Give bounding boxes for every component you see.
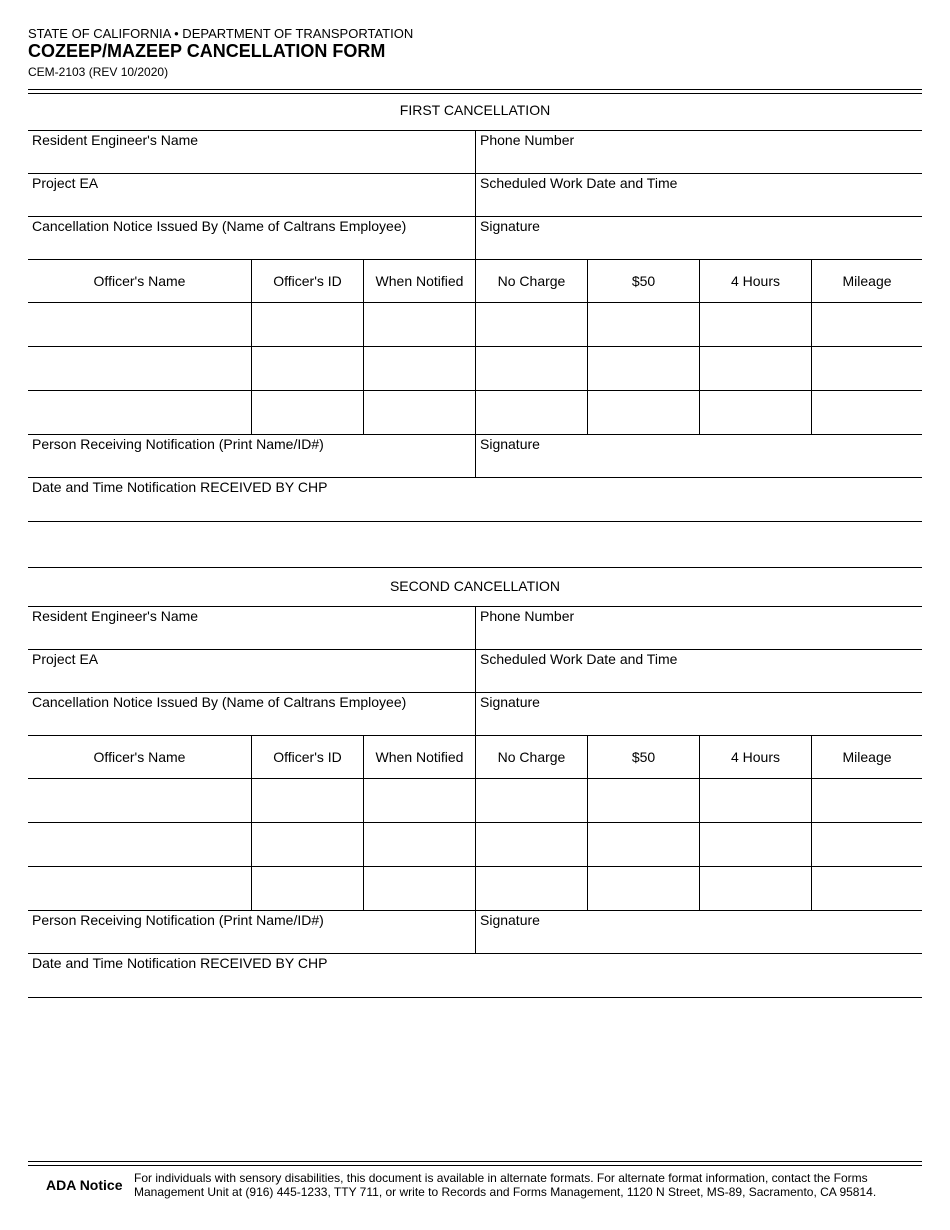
column-header-label: When Notified <box>375 749 464 765</box>
phone-number-field[interactable] <box>475 607 922 650</box>
officer-table-cell[interactable] <box>587 391 699 435</box>
officer-table-cell[interactable] <box>475 391 587 435</box>
resident-engineer-field-label: Resident Engineer's Name <box>32 132 199 148</box>
column-header-label: Officer's ID <box>273 749 342 765</box>
ada-notice-label: ADA Notice <box>46 1177 123 1193</box>
officer-table-cell[interactable] <box>251 303 363 347</box>
signature-field[interactable] <box>475 693 922 736</box>
officer-table-cell[interactable] <box>363 347 475 391</box>
officer-table-cell[interactable] <box>475 867 587 911</box>
column-header <box>811 736 922 779</box>
officer-table-cell[interactable] <box>251 391 363 435</box>
phone-number-field[interactable] <box>475 131 922 174</box>
column-header <box>28 260 251 303</box>
signature-field[interactable] <box>475 217 922 260</box>
column-header <box>475 260 587 303</box>
resident-engineer-field[interactable] <box>28 607 475 650</box>
issued-by-field[interactable] <box>28 217 475 260</box>
column-header-label: $50 <box>631 749 656 765</box>
officer-table-cell[interactable] <box>587 867 699 911</box>
project-ea-field[interactable] <box>28 650 475 693</box>
column-header <box>699 736 811 779</box>
footer-rule-top <box>28 1161 922 1162</box>
officer-table-cell[interactable] <box>475 303 587 347</box>
received-by-chp-field-label: Date and Time Notification RECEIVED BY CHP <box>32 479 328 495</box>
officer-table-cell[interactable] <box>475 347 587 391</box>
column-header-label: No Charge <box>497 749 566 765</box>
receiver-signature-field[interactable] <box>475 435 922 478</box>
issued-by-field-label: Cancellation Notice Issued By (Name of Caltrans Employee) <box>32 218 407 234</box>
receiver-signature-field-label: Signature <box>480 912 540 928</box>
scheduled-work-field[interactable] <box>475 650 922 693</box>
first-cancellation-section <box>28 92 922 524</box>
column-header-label: Mileage <box>842 273 892 289</box>
column-header <box>587 260 699 303</box>
column-header <box>587 736 699 779</box>
officer-table-cell[interactable] <box>28 779 251 823</box>
receiver-signature-field-label: Signature <box>480 436 540 452</box>
officer-table-cell[interactable] <box>363 303 475 347</box>
header-rule-top <box>28 89 922 90</box>
officer-table-cell[interactable] <box>251 347 363 391</box>
officer-table-cell[interactable] <box>28 303 251 347</box>
received-by-chp-field[interactable] <box>28 954 922 998</box>
signature-field-label: Signature <box>480 218 540 234</box>
person-receiving-field-label: Person Receiving Notification (Print Name/ID#) <box>32 912 324 928</box>
column-header-label: Officer's Name <box>93 749 186 765</box>
footer-rule-bottom <box>28 1165 922 1166</box>
form-code: CEM-2103 (REV 10/2020) <box>28 65 169 79</box>
received-by-chp-field-label: Date and Time Notification RECEIVED BY CHP <box>32 955 328 971</box>
section-title-rule <box>28 568 922 607</box>
officer-table-cell[interactable] <box>251 779 363 823</box>
officer-table-cell[interactable] <box>28 823 251 867</box>
person-receiving-field[interactable] <box>28 911 475 954</box>
received-by-chp-field[interactable] <box>28 478 922 522</box>
project-ea-field-label: Project EA <box>32 651 99 667</box>
project-ea-field[interactable] <box>28 174 475 217</box>
person-receiving-field-label: Person Receiving Notification (Print Name/ID#) <box>32 436 324 452</box>
officer-table-cell[interactable] <box>811 779 922 823</box>
column-header <box>363 260 475 303</box>
resident-engineer-field[interactable] <box>28 131 475 174</box>
section-title-rule <box>28 92 922 131</box>
column-header-label: When Notified <box>375 273 464 289</box>
officer-table-cell[interactable] <box>811 391 922 435</box>
form-agency: STATE OF CALIFORNIA • DEPARTMENT OF TRANSPORTATION <box>28 26 414 41</box>
section-title: SECOND CANCELLATION <box>389 578 561 594</box>
officer-table-cell[interactable] <box>363 867 475 911</box>
officer-table-cell[interactable] <box>811 347 922 391</box>
column-header-label: $50 <box>631 273 656 289</box>
column-header <box>811 260 922 303</box>
officer-table-cell[interactable] <box>28 347 251 391</box>
column-header <box>363 736 475 779</box>
officer-table-cell[interactable] <box>699 303 811 347</box>
scheduled-work-field[interactable] <box>475 174 922 217</box>
signature-field-label: Signature <box>480 694 540 710</box>
issued-by-field-label: Cancellation Notice Issued By (Name of Caltrans Employee) <box>32 694 407 710</box>
officer-table-cell[interactable] <box>699 867 811 911</box>
column-header <box>699 260 811 303</box>
officer-table-cell[interactable] <box>363 779 475 823</box>
column-header-label: No Charge <box>497 273 566 289</box>
column-header-label: Officer's Name <box>93 273 186 289</box>
officer-table-cell[interactable] <box>475 823 587 867</box>
officer-table-cell[interactable] <box>587 303 699 347</box>
column-header-label: Mileage <box>842 749 892 765</box>
officer-table-cell[interactable] <box>251 823 363 867</box>
officer-table-cell[interactable] <box>363 823 475 867</box>
officer-table-cell[interactable] <box>811 867 922 911</box>
project-ea-field-label: Project EA <box>32 175 99 191</box>
person-receiving-field[interactable] <box>28 435 475 478</box>
column-header <box>251 260 363 303</box>
officer-table-cell[interactable] <box>28 867 251 911</box>
phone-number-field-label: Phone Number <box>480 132 575 148</box>
officer-table-cell[interactable] <box>28 391 251 435</box>
column-header-label: Officer's ID <box>273 273 342 289</box>
ada-notice-text: For individuals with sensory disabilities, this document is available in alternate formats. For alternate format information, contact the Forms Management Unit at (916) 445-1233, TTY 711, or write to Records and Forms Management, 1120 N Street, MS-89, Sacramento, CA 95814. <box>134 1171 877 1199</box>
issued-by-field[interactable] <box>28 693 475 736</box>
column-header-label: 4 Hours <box>730 749 781 765</box>
receiver-signature-field[interactable] <box>475 911 922 954</box>
second-cancellation-section <box>28 567 922 1000</box>
officer-table-cell[interactable] <box>475 779 587 823</box>
phone-number-field-label: Phone Number <box>480 608 575 624</box>
scheduled-work-field-label: Scheduled Work Date and Time <box>480 651 678 667</box>
officer-table-cell[interactable] <box>699 779 811 823</box>
officer-table-cell[interactable] <box>811 823 922 867</box>
resident-engineer-field-label: Resident Engineer's Name <box>32 608 199 624</box>
officer-table-cell[interactable] <box>363 391 475 435</box>
officer-table-cell[interactable] <box>587 823 699 867</box>
officer-table-cell[interactable] <box>587 347 699 391</box>
section-title: FIRST CANCELLATION <box>399 102 551 118</box>
column-header <box>475 736 587 779</box>
column-header <box>251 736 363 779</box>
officer-table-cell[interactable] <box>699 347 811 391</box>
officer-table-cell[interactable] <box>251 867 363 911</box>
officer-table-cell[interactable] <box>811 303 922 347</box>
officer-table-cell[interactable] <box>699 391 811 435</box>
officer-table-cell[interactable] <box>587 779 699 823</box>
column-header <box>28 736 251 779</box>
column-header-label: 4 Hours <box>730 273 781 289</box>
officer-table-cell[interactable] <box>699 823 811 867</box>
form-title: COZEEP/MAZEEP CANCELLATION FORM <box>28 41 386 61</box>
scheduled-work-field-label: Scheduled Work Date and Time <box>480 175 678 191</box>
